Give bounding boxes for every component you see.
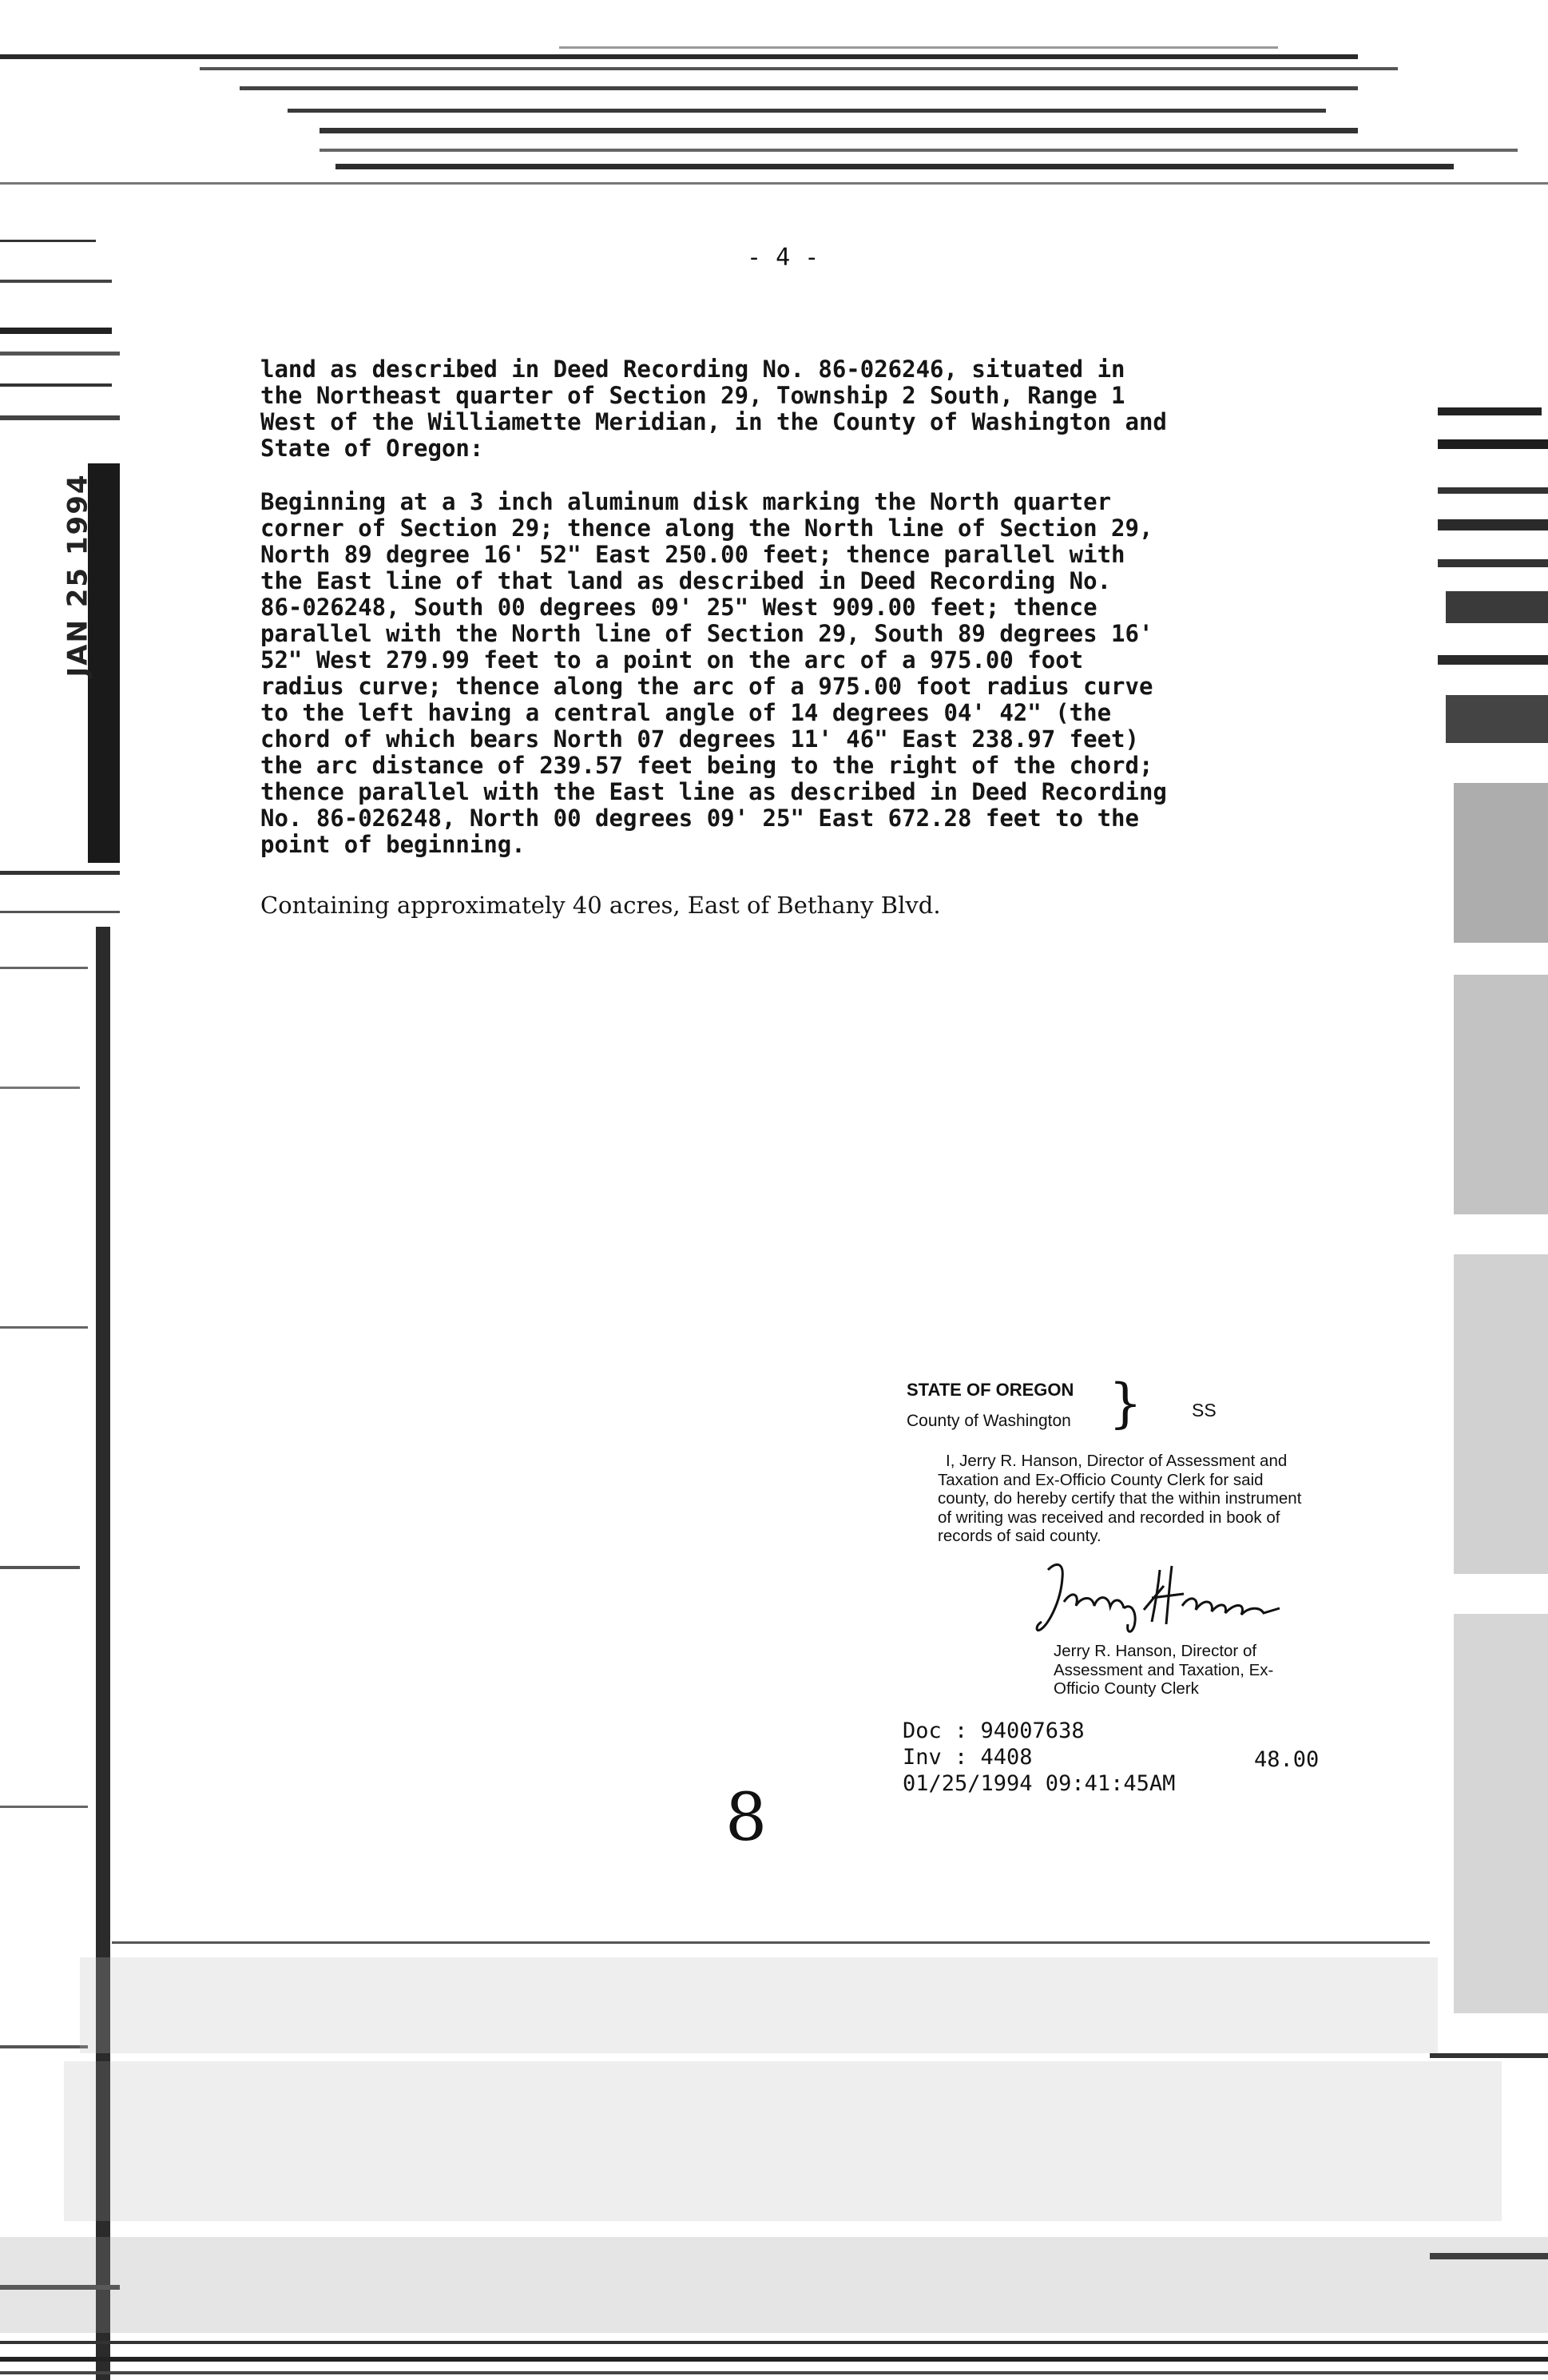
received-date-stamp <box>46 463 110 687</box>
certificate-county: County of Washington <box>907 1412 1071 1430</box>
certificate-body: I, Jerry R. Hanson, Director of Assessment and Taxation and Ex-Officio County Clerk for said county, do hereby certify that the within instrument of writing was received and recorded in book of records of said county. <box>938 1452 1302 1545</box>
received-date-stamp-text: JAN 25 1994 <box>62 473 95 677</box>
legal-description-acreage: Containing approximately 40 acres, East of Bethany Blvd. <box>260 892 941 919</box>
legal-description-metes-bounds: Beginning at a 3 inch aluminum disk marking the North quarter corner of Section 29; thence along the North line of Section 29, North 89 degree 16' 52" East 250.00 feet; thence parallel with the East line of that land as described in Deed Recording No. 86-026248, South 00 degrees 09' 25" West 909.00 feet; thence parallel with the North line of Section 29, South 89 degrees 16' 52" West 279.99 feet to a point on the arc of a 975.00 foot radius curve; thence along the arc of a 975.00 foot radius curve to the left having a central angle of 14 degrees 04' 42" (the chord of which bears North 07 degrees 11' 46" East 238.97 feet) the arc distance of 239.57 feet being to the right of the chord; thence parallel with the East line as described in Deed Recording No. 86-026248, North 00 degrees 09' 25" East 672.28 feet to the point of beginning. <box>260 488 1167 858</box>
recording-inv-number: Inv : 4408 <box>903 1745 1033 1770</box>
certificate-brace: } <box>1109 1373 1142 1434</box>
certificate-state: STATE OF OREGON <box>907 1380 1074 1400</box>
clerk-signature <box>1032 1554 1288 1642</box>
page-number: - 4 - <box>747 244 820 272</box>
recording-doc-number: Doc : 94007638 <box>903 1718 1085 1743</box>
certificate-signer: Jerry R. Hanson, Director of Assessment and Taxation, Ex-Officio County Clerk <box>1054 1642 1274 1698</box>
recording-fee: 48.00 <box>1254 1747 1320 1772</box>
handwritten-page-number: 8 <box>725 1780 768 1856</box>
certificate-ss: SS <box>1192 1400 1217 1420</box>
recording-datetime: 01/25/1994 09:41:45AM <box>903 1771 1176 1796</box>
scan-noise-top <box>0 0 1548 200</box>
legal-description-intro: land as described in Deed Recording No. 86-026246, situated in the Northeast quarter of Section 29, Township 2 South, Range 1 West of the Williamette Meridian, in the County of Washington and State of Oregon: <box>260 356 1167 462</box>
scan-noise-bottom <box>0 1941 1548 2380</box>
